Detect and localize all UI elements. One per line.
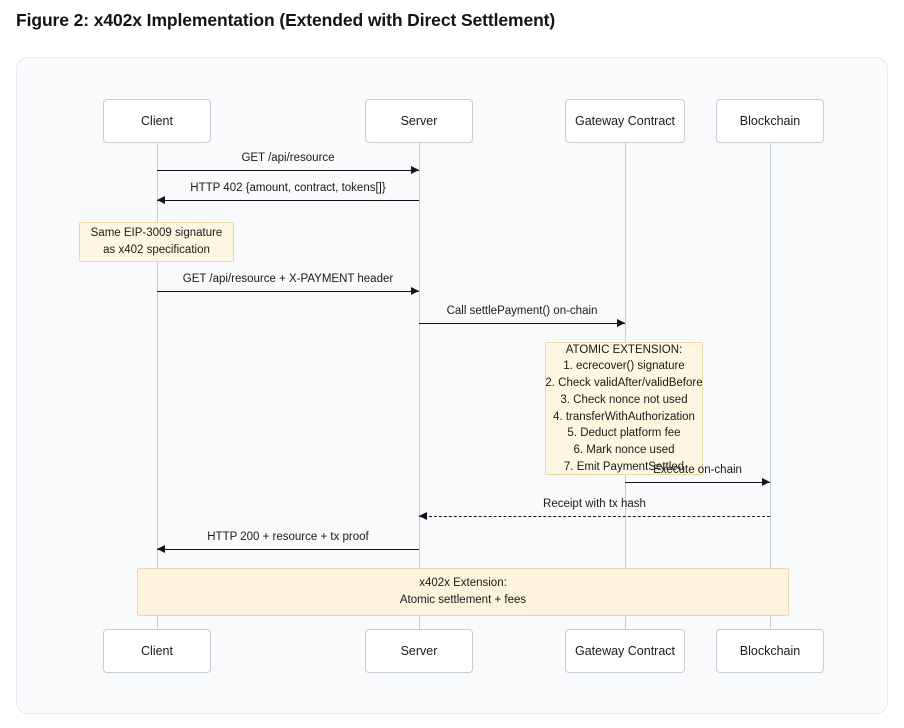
participant-server-top [365, 99, 473, 143]
participant-server-bottom [365, 629, 473, 673]
lifeline-blockchain [770, 143, 771, 629]
message-arrowhead-http-402 [157, 196, 165, 204]
note-line: Same EIP-3009 signature [90, 227, 223, 240]
participant-client-top [103, 99, 211, 143]
note-line: 1. ecrecover() signature [563, 360, 685, 373]
participant-label: Blockchain [739, 644, 801, 658]
message-line-get-resource-xpayment [157, 291, 419, 292]
message-label-http-402: HTTP 402 {amount, contract, tokens[]} [190, 182, 386, 194]
participant-label: Gateway Contract [574, 644, 676, 658]
note-line: 4. transferWithAuthorization [553, 410, 695, 423]
note-x402x-extension [137, 568, 789, 616]
message-label-http-200: HTTP 200 + resource + tx proof [207, 531, 369, 543]
note-line: 5. Deduct platform fee [567, 427, 681, 440]
message-line-http-402 [157, 200, 419, 201]
participant-label: Server [400, 644, 438, 658]
sequence-diagram-panel [16, 57, 888, 714]
message-arrowhead-execute-on-chain [762, 478, 770, 486]
message-line-http-200 [157, 549, 419, 550]
note-line: Atomic settlement + fees [399, 594, 527, 606]
participant-client-bottom [103, 629, 211, 673]
diagram-canvas [17, 58, 889, 715]
message-line-execute-on-chain [625, 482, 770, 483]
note-line: 6. Mark nonce used [573, 443, 675, 456]
message-line-receipt-tx-hash [419, 516, 770, 517]
lifeline-server [419, 143, 420, 629]
participant-blockchain-top [716, 99, 824, 143]
note-line: x402x Extension: [419, 577, 507, 590]
message-arrowhead-get-resource-xpayment [411, 287, 419, 295]
participant-gateway-bottom [565, 629, 685, 673]
message-arrowhead-settle-payment [617, 319, 625, 327]
participant-blockchain-bottom [716, 629, 824, 673]
message-label-execute-on-chain: Execute on-chain [653, 464, 742, 476]
message-arrowhead-get-resource [411, 166, 419, 174]
participant-label: Client [141, 114, 173, 128]
message-line-get-resource [157, 170, 419, 171]
note-line: 7. Emit PaymentSettled [563, 460, 685, 473]
message-label-settle-payment: Call settlePayment() on-chain [446, 305, 598, 317]
note-atomic-extension [545, 342, 703, 475]
message-label-receipt-tx-hash: Receipt with tx hash [543, 498, 646, 510]
participant-label: Blockchain [739, 114, 801, 128]
message-label-get-resource: GET /api/resource [241, 152, 335, 164]
participant-label: Gateway Contract [574, 114, 676, 128]
page-title: Figure 2: x402x Implementation (Extended with Direct Settlement) [16, 10, 556, 30]
message-label-get-resource-xpayment: GET /api/resource + X-PAYMENT header [182, 273, 394, 285]
message-arrowhead-receipt-tx-hash [419, 512, 427, 520]
note-eip3009 [79, 222, 234, 262]
note-line: 2. Check validAfter/validBefore [545, 377, 703, 390]
note-line: ATOMIC EXTENSION: [565, 343, 683, 356]
participant-label: Client [141, 644, 173, 658]
message-arrowhead-http-200 [157, 545, 165, 553]
note-line: as x402 specification [103, 244, 210, 256]
participant-gateway-top [565, 99, 685, 143]
note-line: 3. Check nonce not used [560, 393, 688, 406]
participant-label: Server [400, 114, 438, 128]
message-line-settle-payment [419, 323, 625, 324]
lifeline-client [157, 143, 158, 629]
